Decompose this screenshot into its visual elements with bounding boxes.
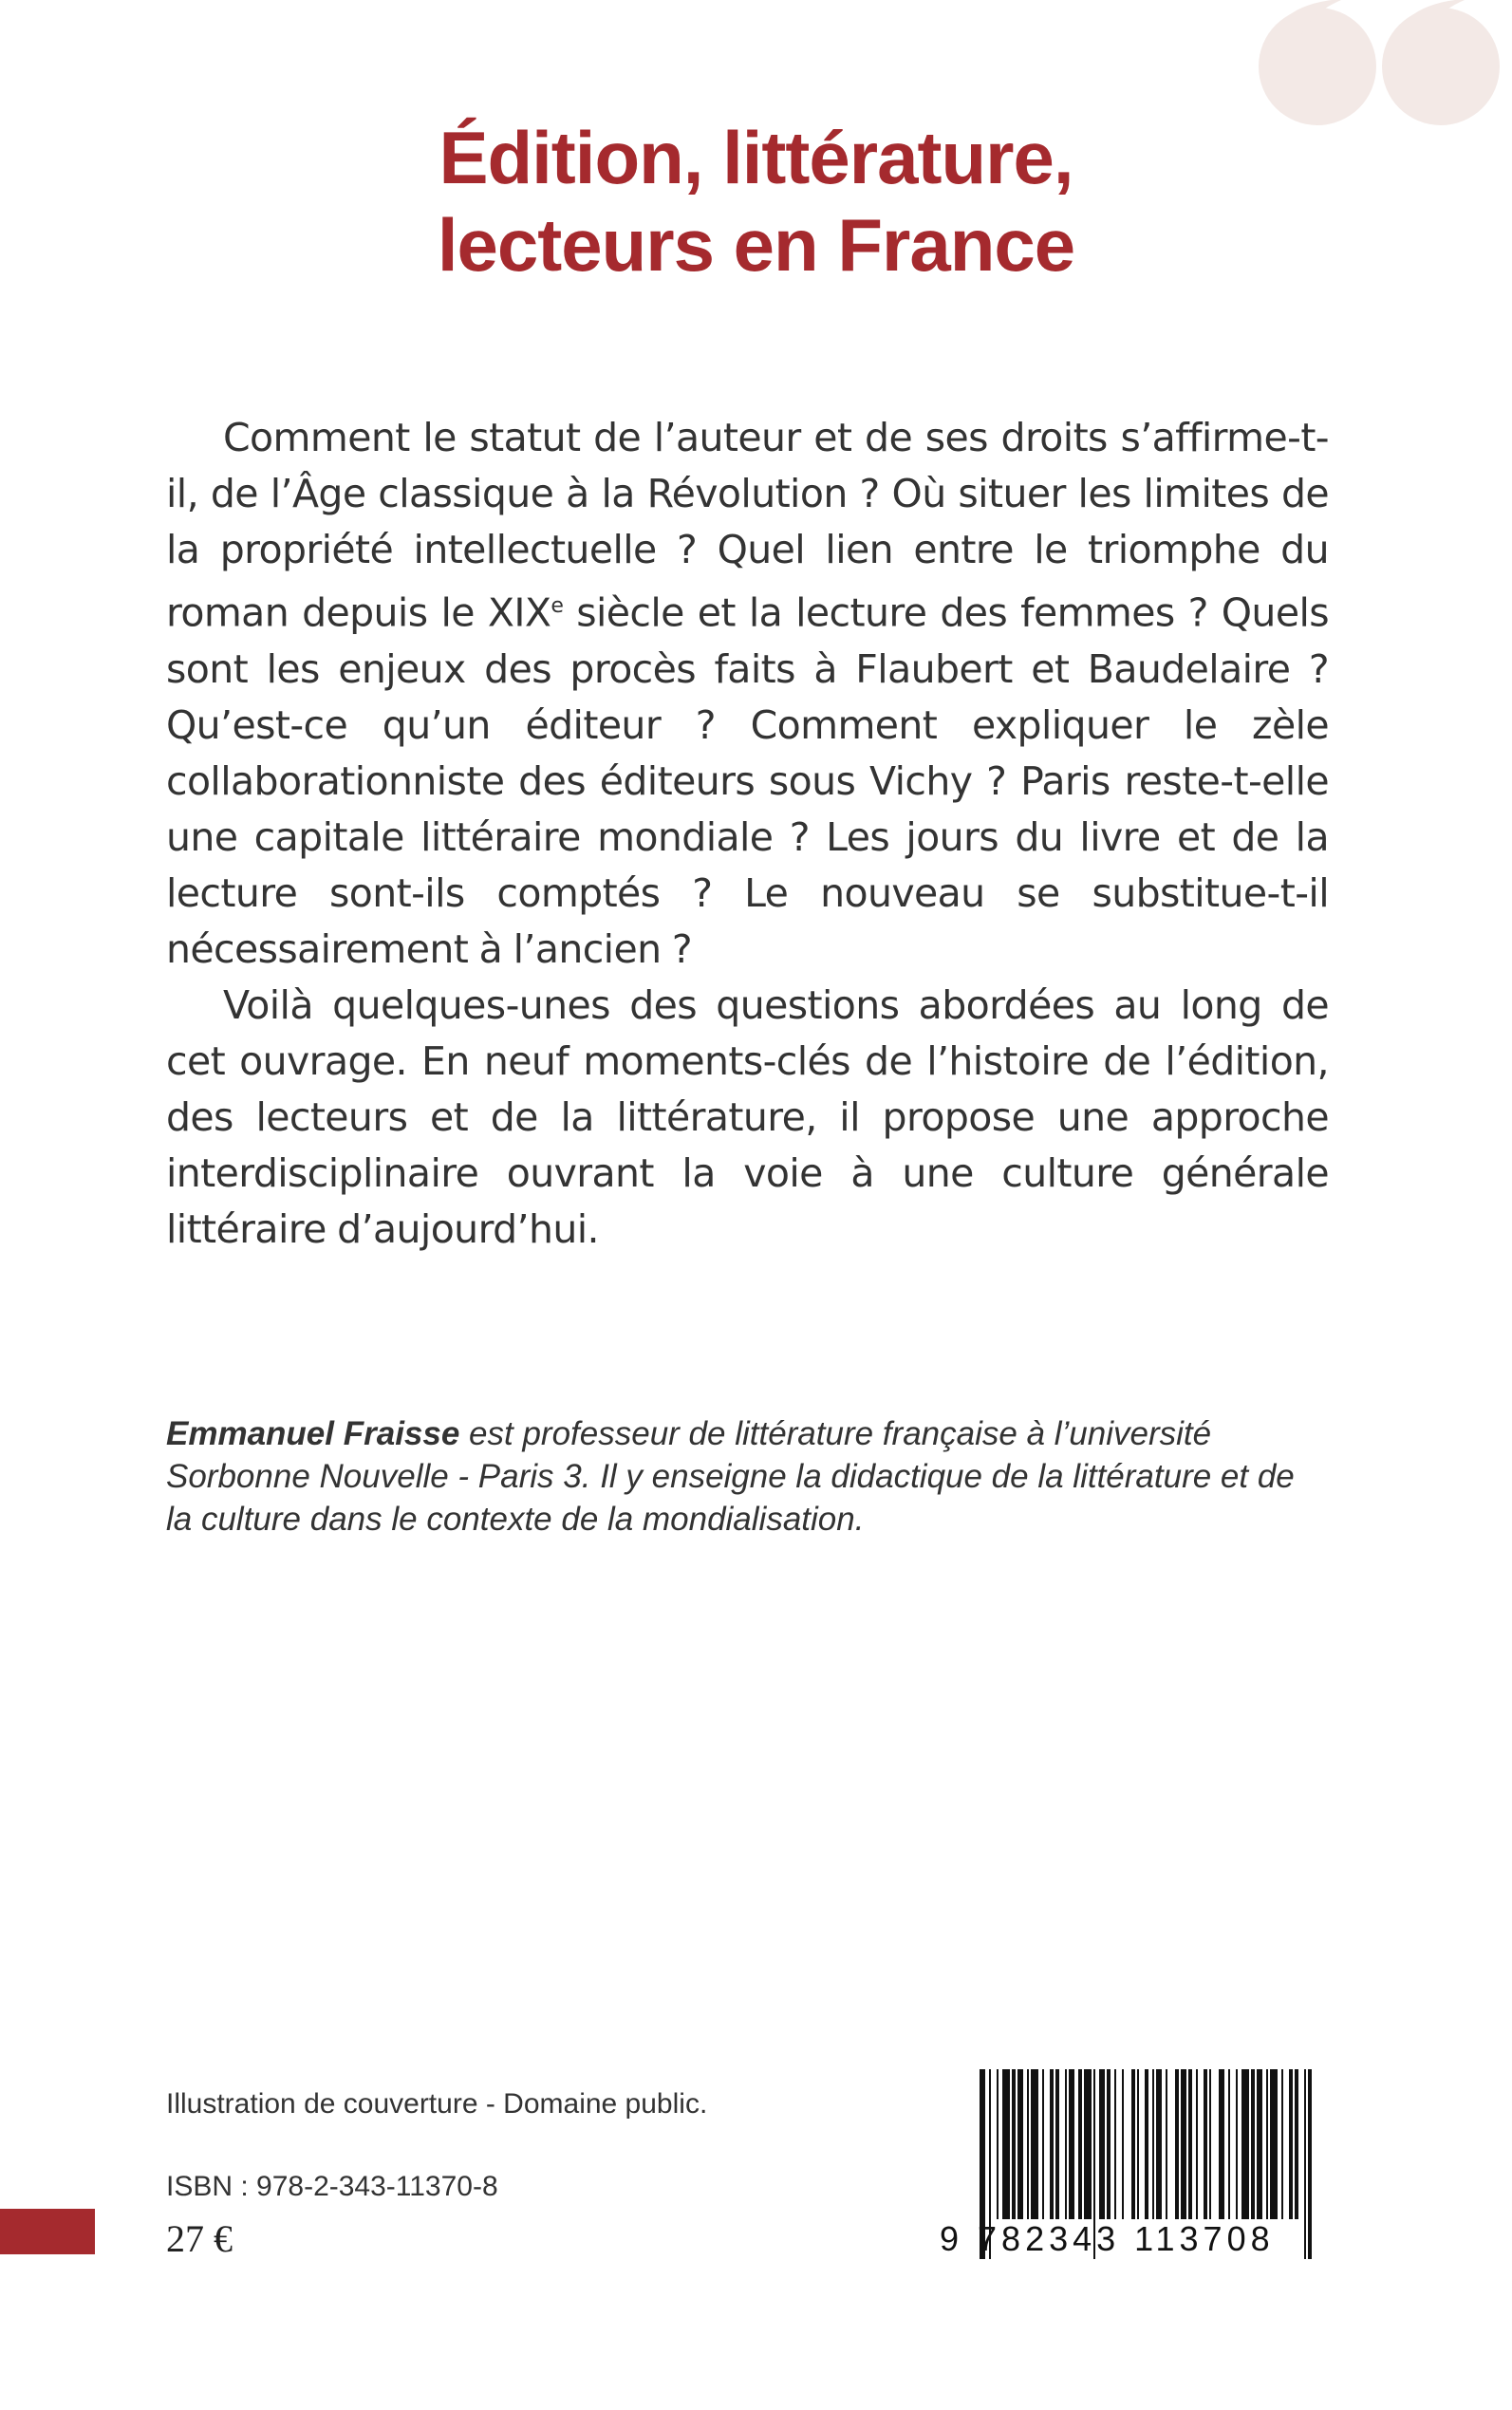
back-cover-blurb: [166, 410, 1329, 1258]
red-accent-tab: [0, 2209, 95, 2254]
isbn-text: ISBN : 978-2-343-11370-8: [166, 2171, 498, 2202]
blurb-paragraph-1-end: siècle et la lecture des femmes ? Quels sont les enjeux des procès faits à Flaubert et Baudelaire ? Qu’est-ce qu’un éditeur ? Comment expliquer le zèle collaborationniste des éditeurs sous Vichy ? Paris reste-t-elle une capitale littéraire mondiale ? Les jours du livre et de la lecture sont-ils comptés ? Le nouveau se substitue-t-il nécessairement à l’ancien ?: [166, 589, 1329, 972]
price-text: 27 €: [166, 2217, 233, 2260]
illustration-credit: Illustration de couverture - Domaine public.: [166, 2088, 708, 2120]
author-bio: [166, 1412, 1329, 1541]
century-superscript: e: [551, 594, 564, 618]
book-title-line-1: Édition, littérature,: [439, 116, 1073, 199]
book-title: [0, 114, 1512, 289]
author-name: Emmanuel Fraisse: [166, 1415, 460, 1452]
author-bio-text: est professeur de littérature française à l’université Sorbonne Nouvelle - Paris 3. Il y enseigne la didactique de la littérature et de la culture dans le contexte de la mondialisation.: [166, 1415, 1295, 1538]
blurb-paragraph-2: Voilà quelques-unes des questions abordées au long de cet ouvrage. En neuf moments-clés de l’histoire de l’édition, des lecteurs et de la littérature, il propose une approche interdisciplinaire ouvrant la voie à une culture générale littéraire d’aujourd’hui.: [166, 981, 1329, 1252]
blurb-paragraph-1-start: Comment le statut de l’auteur et de ses droits s’affirme-t-il, de l’Âge classique à la Révolution ? Où situer les limites de la propriété intellectuelle ? Quel lien entre le triomphe du roman depuis le XIX: [166, 415, 1329, 636]
barcode-digits: 9 782343 113708: [940, 2219, 1275, 2258]
book-title-line-2: lecteurs en France: [437, 203, 1075, 287]
blurb-paragraph-1: [166, 410, 1329, 978]
